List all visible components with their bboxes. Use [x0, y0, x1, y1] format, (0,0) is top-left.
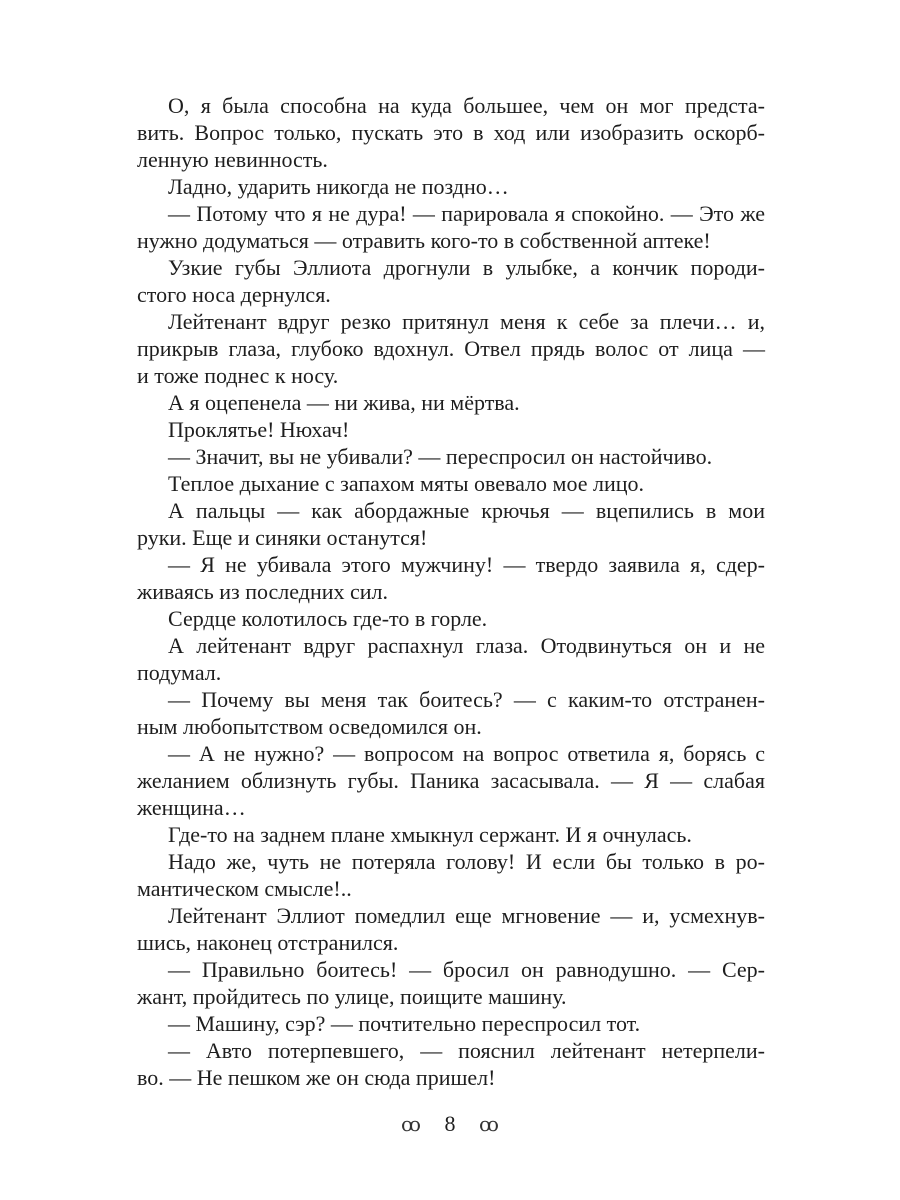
text-line: — Машину, сэр? — почтительно переспросил тот. [168, 1011, 641, 1036]
text-line: Проклятье! Нюхач! [168, 417, 350, 442]
text-line: Надо же, чуть не потеряла голову! И если бы только в ро- [168, 849, 765, 874]
page-footer [0, 1110, 900, 1139]
text-line: вить. Вопрос только, пускать это в ход или изобразить оскорб- [137, 120, 765, 145]
text-line: руки. Еще и синяки останутся! [137, 525, 428, 550]
text-line: Узкие губы Эллиота дрогнули в улыбке, а кончик породи- [168, 255, 765, 280]
text-line: желанием облизнуть губы. Паника засасывала. — Я — слабая [137, 768, 765, 793]
text-line: — Потому что я не дура! — парировала я спокойно. — Это же [168, 201, 765, 226]
text-line: Ладно, ударить никогда не поздно… [168, 174, 509, 199]
text-line: шись, наконец отстранился. [137, 930, 399, 955]
text-line: — Я не убивала этого мужчину! — твердо заявила я, сдер- [168, 552, 765, 577]
page-body [137, 92, 765, 1091]
text-line: — Почему вы меня так боитесь? — с каким-то отстранен- [168, 687, 765, 712]
text-line: Лейтенант Эллиот помедлил еще мгновение — и, усмехнув- [168, 903, 765, 928]
text-line: А я оцепенела — ни жива, ни мёртва. [168, 390, 520, 415]
text-line: ленную невинность. [137, 147, 328, 172]
text-line: и тоже поднес к носу. [137, 363, 339, 388]
text-line: ным любопытством осведомился он. [137, 714, 482, 739]
text-line: — А не нужно? — вопросом на вопрос ответила я, борясь с [168, 741, 765, 766]
text-line: Где-то на заднем плане хмыкнул сержант. И я очнулась. [168, 822, 692, 847]
text-line: Теплое дыхание с запахом мяты овевало мое лицо. [168, 471, 645, 496]
text-line: во. — Не пешком же он сюда пришел! [137, 1065, 496, 1090]
text-line: А лейтенант вдруг распахнул глаза. Отодвинуться он и не [168, 633, 765, 658]
ornament-left-icon: ꝏ [401, 1114, 421, 1136]
text-line: — Правильно боитесь! — бросил он равнодушно. — Сер- [168, 957, 765, 982]
text-line: прикрыв глаза, глубоко вдохнул. Отвел прядь волос от лица — [137, 336, 765, 361]
text-line: А пальцы — как абордажные крючья — вцепились в мои [168, 498, 765, 523]
text-line: подумал. [137, 660, 222, 685]
page-number: 8 [444, 1111, 456, 1136]
text-line: живаясь из последних сил. [137, 579, 389, 604]
text-line: — Авто потерпевшего, — пояснил лейтенант нетерпели- [168, 1038, 765, 1063]
text-line: Сердце колотилось где-то в горле. [168, 606, 488, 631]
text-line: стого носа дернулся. [137, 282, 331, 307]
text-line: женщина… [137, 795, 246, 820]
text-line: — Значит, вы не убивали? — переспросил он настойчиво. [168, 444, 713, 469]
ornament-right-icon: ꝏ [479, 1114, 499, 1136]
text-line: Лейтенант вдруг резко притянул меня к себе за плечи… и, [168, 309, 765, 334]
text-line: жант, пройдитесь по улице, поищите машину. [137, 984, 567, 1009]
text-line: О, я была способна на куда большее, чем он мог предста- [168, 93, 765, 118]
text-line: мантическом смысле!.. [137, 876, 352, 901]
text-line: нужно додуматься — отравить кого-то в собственной аптеке! [137, 228, 711, 253]
